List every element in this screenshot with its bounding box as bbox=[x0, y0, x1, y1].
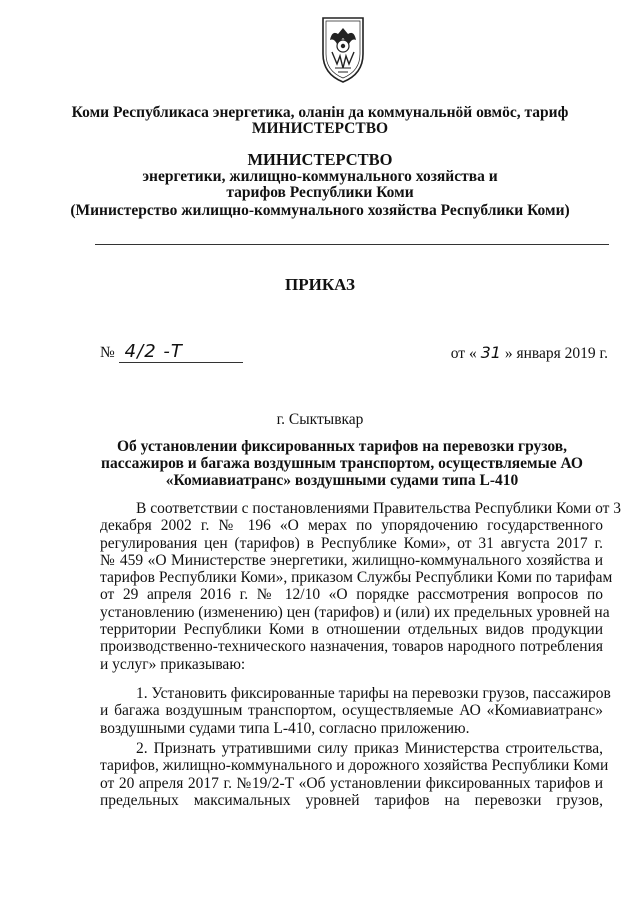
order-city: г. Сыктывкар bbox=[276, 411, 364, 428]
header-ministry-line2: энергетики, жилищно-коммунального хозяйства и bbox=[142, 168, 498, 185]
coat-of-arms-komi-icon bbox=[318, 14, 368, 84]
header-komi-line1: Коми Республикаса энергетика, оланiн да коммунальнӧй овмӧс, тариф bbox=[71, 104, 569, 121]
order-date-prefix: от « bbox=[450, 345, 477, 362]
header-ministry-title: МИНИСТЕРСТВО bbox=[247, 150, 393, 169]
header-ministry-line3: тарифов Республики Коми bbox=[226, 184, 414, 201]
order-date-suffix: » января 2019 г. bbox=[504, 345, 608, 362]
preamble-line: установлению (изменению) цен (тарифов) и (или) их предельных уровней на bbox=[100, 603, 610, 621]
clause-2-line: от 20 апреля 2017 г. №19/2-Т «Об установлении фиксированных тарифов и bbox=[100, 774, 603, 792]
clause-2 bbox=[100, 740, 609, 809]
subject-line1: Об установлении фиксированных тарифов на перевозки грузов, bbox=[116, 438, 568, 455]
clause-2-line: 2. Признать утратившими силу приказ Министерства строительства, bbox=[136, 740, 603, 757]
subject-line2: пассажиров и багажа воздушным транспортом, осуществляемые АО bbox=[101, 455, 583, 472]
preamble-paragraph bbox=[100, 500, 622, 673]
header-divider bbox=[95, 244, 609, 245]
clause-2-line: предельных максимальных уровней тарифов на перевозки грузов, bbox=[100, 791, 603, 809]
order-number bbox=[100, 341, 243, 363]
clause-1-line: 1. Установить фиксированные тарифы на перевозки грузов, пассажиров bbox=[136, 685, 611, 702]
clause-1 bbox=[100, 685, 611, 737]
order-number-prefix: № bbox=[100, 344, 115, 361]
preamble-line: территории Республики Коми в отношении отдельных видов продукции bbox=[100, 621, 603, 639]
subject-line3: «Комиавиатранс» воздушными судами типа L-410 bbox=[165, 472, 519, 489]
preamble-line: от 29 апреля 2016 г. № 12/10 «О порядке рассмотрения вопросов по bbox=[100, 586, 603, 604]
preamble-line: декабря 2002 г. № 196 «О мерах по упорядочению государственного bbox=[100, 517, 603, 535]
preamble-line: регулирования цен (тарифов) в Республике Коми», от 31 августа 2017 г. bbox=[100, 534, 603, 552]
header-komi-line2: МИНИСТЕРСТВО bbox=[251, 120, 389, 137]
preamble-line: производственно-технического назначения, товаров народного потребления bbox=[100, 638, 603, 656]
clause-1-line: воздушными судами типа L-410, согласно приложению. bbox=[100, 719, 470, 737]
order-date-day: 31 bbox=[480, 343, 501, 362]
preamble-line: тарифов Республики Коми», приказом Службы Республики Коми по тарифам bbox=[100, 569, 613, 587]
preamble-line: № 459 «О Министерстве энергетики, жилищно-коммунального хозяйства и bbox=[100, 551, 603, 569]
order-number-value: 4/2 -Т bbox=[124, 341, 183, 362]
clause-2-line: тарифов, жилищно-коммунального и дорожного хозяйства Республики Коми bbox=[100, 757, 609, 775]
document-title: ПРИКАЗ bbox=[285, 275, 355, 294]
header-ministry-line4: (Министерство жилищно-коммунального хозяйства Республики Коми) bbox=[70, 202, 570, 219]
order-date bbox=[451, 343, 608, 363]
clause-1-line: и багажа воздушным транспортом, осуществляемые АО «Комиавиатранс» bbox=[100, 702, 603, 720]
preamble-line: В соответствии с постановлениями Правительства Республики Коми от 3 bbox=[136, 500, 622, 517]
preamble-line: и услуг» приказываю: bbox=[100, 655, 246, 673]
